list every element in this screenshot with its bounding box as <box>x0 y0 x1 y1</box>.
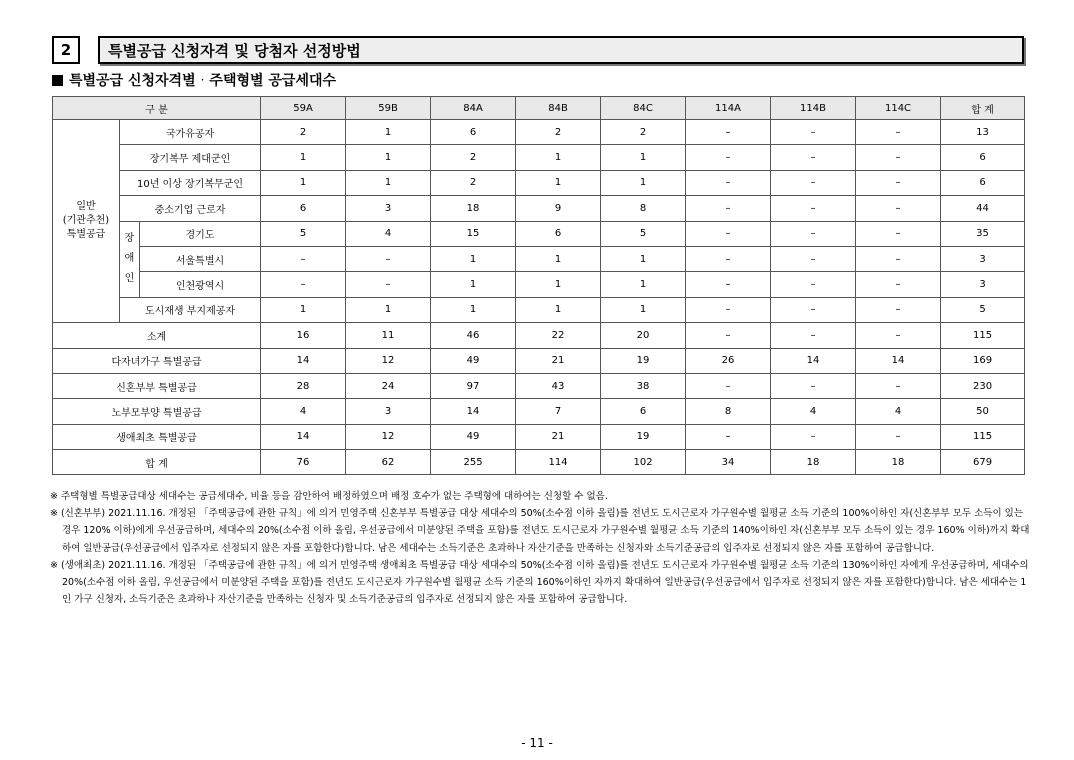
cell-value: 2 <box>601 120 686 145</box>
cell-value: – <box>686 373 771 398</box>
cell-total: 44 <box>941 196 1025 221</box>
cell-total: 230 <box>941 373 1025 398</box>
cell-value: – <box>856 221 941 246</box>
general-label-line: (기관추천) <box>62 215 110 227</box>
cell-value: – <box>856 373 941 398</box>
cell-value: 7 <box>516 399 601 424</box>
cell-value: 62 <box>346 450 431 475</box>
cell-value: 1 <box>261 170 346 195</box>
row-label: 장기복무 제대군인 <box>120 145 261 170</box>
cell-value: 3 <box>346 399 431 424</box>
cell-total: 3 <box>941 272 1025 297</box>
cell-value: – <box>686 120 771 145</box>
cell-value: 49 <box>431 424 516 449</box>
table-row <box>53 272 1025 297</box>
cell-value: 1 <box>431 246 516 271</box>
header-category: 구 분 <box>53 97 261 120</box>
table-header-row <box>53 97 1025 120</box>
cell-value: 28 <box>261 373 346 398</box>
cell-value: 1 <box>431 272 516 297</box>
row-label: 신혼부부 특별공급 <box>53 373 261 398</box>
cell-value: – <box>686 272 771 297</box>
cell-value: – <box>346 272 431 297</box>
cell-value: 6 <box>516 221 601 246</box>
cell-value: – <box>771 424 856 449</box>
header-type: 84A <box>431 97 516 120</box>
cell-value: – <box>856 246 941 271</box>
cell-total: 50 <box>941 399 1025 424</box>
cell-value: – <box>771 170 856 195</box>
cell-value: 18 <box>856 450 941 475</box>
row-label: 도시재생 부지제공자 <box>120 297 261 322</box>
cell-value: 1 <box>601 170 686 195</box>
cell-value: – <box>856 272 941 297</box>
cell-value: – <box>771 272 856 297</box>
row-label: 10년 이상 장기복무군인 <box>120 170 261 195</box>
cell-value: 19 <box>601 348 686 373</box>
row-label: 소계 <box>53 323 261 348</box>
subtitle-separator: · <box>200 73 205 87</box>
general-label-line: 일반 <box>76 201 96 213</box>
table-row <box>53 323 1025 348</box>
notes-section <box>50 488 1030 608</box>
cell-value: – <box>856 170 941 195</box>
cell-value: 5 <box>601 221 686 246</box>
cell-total: 5 <box>941 297 1025 322</box>
header-type: 84C <box>601 97 686 120</box>
cell-value: 76 <box>261 450 346 475</box>
cell-value: – <box>261 246 346 271</box>
cell-value: 46 <box>431 323 516 348</box>
cell-value: 6 <box>431 120 516 145</box>
row-label: 경기도 <box>140 221 261 246</box>
cell-value: 97 <box>431 373 516 398</box>
cell-value: 9 <box>516 196 601 221</box>
row-label: 중소기업 근로자 <box>120 196 261 221</box>
cell-value: 4 <box>856 399 941 424</box>
cell-value: – <box>856 424 941 449</box>
cell-value: – <box>771 323 856 348</box>
cell-value: 1 <box>601 145 686 170</box>
cell-value: 1 <box>516 246 601 271</box>
cell-value: 1 <box>431 297 516 322</box>
cell-value: 14 <box>261 424 346 449</box>
cell-value: 4 <box>346 221 431 246</box>
table-subtitle <box>52 70 336 90</box>
cell-total: 6 <box>941 170 1025 195</box>
cell-value: 38 <box>601 373 686 398</box>
cell-value: – <box>856 120 941 145</box>
row-label: 서울특별시 <box>140 246 261 271</box>
cell-value: – <box>856 323 941 348</box>
note-item: ※ (생애최초) 2021.11.16. 개정된 「주택공급에 관한 규칙」에 의거 민영주택 생애최초 특별공급 대상 세대수의 50%(소수점 이하 올림)를 전년도 도시근로자 가구원수별 월평균 소득 기준의 130%이하인 자에게 우선공급하며, 세대수의 20%(소수점 이하 올림, 우선공급에서 미분양된 주택을 포함)를 전년도 도시근로자 가구원수별 월평균 소득 기준의 160%이하인 자까지 확대하여 일반공급(우선공급에서 입주자로 선정되지 않은 자를 포함한다)합니다. 남은 세대수는 1인 가구 신청자, 소득기준은 초과하나 자산기준을 만족하는 신청자 및 소득기준공급의 입주자로 선정되지 않은 자를 포함하여 공급합니다. <box>50 559 1029 606</box>
disabled-group-label <box>120 221 140 297</box>
cell-value: – <box>771 221 856 246</box>
cell-value: 2 <box>261 120 346 145</box>
cell-value: 1 <box>346 297 431 322</box>
header-type: 84B <box>516 97 601 120</box>
table-row <box>53 348 1025 373</box>
row-label: 노부모부양 특별공급 <box>53 399 261 424</box>
cell-total: 35 <box>941 221 1025 246</box>
note-item: ※ (신혼부부) 2021.11.16. 개정된 「주택공급에 관한 규칙」에 의거 민영주택 신혼부부 특별공급 대상 세대수의 50%(소수점 이하 올림)를 전년도 도시근로자 가구원수별 월평균 소득 기준의 100%이하인 자(신혼부부 모두 소득이 있는 경우 120% 이하)에게 우선공급하며, 세대수의 20%(소수점 이하 올림, 우선공급에서 미분양된 주택을 포함)를 전년도 도시근로자 가구원수별 월평균 소득 기준의 140%이하인 자(신혼부부 모두 소득이 있는 경우 160% 이하)까지 확대하여 일반공급(우선공급에서 입주자로 선정되지 않은 자를 포함한다)합니다. 남은 세대수는 소득기준은 초과하나 자산기준을 만족하는 신청자와 소득기준공급의 입주자로 선정되지 않은 자를 포함하여 공급합니다. <box>50 508 1030 554</box>
cell-value: 1 <box>346 120 431 145</box>
cell-value: – <box>686 297 771 322</box>
disabled-label-char: 장 <box>124 233 135 245</box>
cell-value: 1 <box>261 297 346 322</box>
section-number: 2 <box>52 36 80 64</box>
cell-value: 18 <box>771 450 856 475</box>
cell-value: 1 <box>601 246 686 271</box>
cell-value: – <box>686 170 771 195</box>
cell-value: 5 <box>261 221 346 246</box>
cell-value: 2 <box>431 145 516 170</box>
row-label: 국가유공자 <box>120 120 261 145</box>
cell-total: 115 <box>941 323 1025 348</box>
cell-value: 8 <box>601 196 686 221</box>
cell-total: 3 <box>941 246 1025 271</box>
cell-value: 16 <box>261 323 346 348</box>
table-row <box>53 145 1025 170</box>
cell-value: 22 <box>516 323 601 348</box>
cell-value: – <box>856 297 941 322</box>
cell-value: 12 <box>346 348 431 373</box>
cell-value: – <box>771 373 856 398</box>
cell-total: 6 <box>941 145 1025 170</box>
table-row <box>53 424 1025 449</box>
cell-value: 1 <box>516 145 601 170</box>
cell-value: 1 <box>346 170 431 195</box>
cell-value: 4 <box>261 399 346 424</box>
subtitle-part1: 특별공급 신청자격별 <box>69 73 196 89</box>
cell-value: 1 <box>516 170 601 195</box>
cell-value: 18 <box>431 196 516 221</box>
row-label: 생애최초 특별공급 <box>53 424 261 449</box>
row-label: 다자녀가구 특별공급 <box>53 348 261 373</box>
cell-value: – <box>261 272 346 297</box>
cell-value: – <box>686 323 771 348</box>
cell-total: 169 <box>941 348 1025 373</box>
row-label: 인천광역시 <box>140 272 261 297</box>
cell-value: 49 <box>431 348 516 373</box>
header-type: 59B <box>346 97 431 120</box>
cell-value: 2 <box>431 170 516 195</box>
table-row <box>53 170 1025 195</box>
cell-value: 255 <box>431 450 516 475</box>
square-bullet-icon <box>52 75 63 86</box>
general-label-line: 특별공급 <box>66 229 106 241</box>
cell-value: – <box>771 145 856 170</box>
cell-value: 1 <box>516 272 601 297</box>
cell-value: – <box>346 246 431 271</box>
table-row <box>53 221 1025 246</box>
section-title: 특별공급 신청자격 및 당첨자 선정방법 <box>98 36 1024 64</box>
cell-value: 34 <box>686 450 771 475</box>
cell-value: 20 <box>601 323 686 348</box>
table-row <box>53 399 1025 424</box>
cell-value: 2 <box>516 120 601 145</box>
cell-value: – <box>771 246 856 271</box>
cell-value: 8 <box>686 399 771 424</box>
cell-value: – <box>856 196 941 221</box>
table-row <box>53 246 1025 271</box>
cell-value: 114 <box>516 450 601 475</box>
cell-value: 1 <box>346 145 431 170</box>
cell-value: – <box>686 221 771 246</box>
cell-value: 12 <box>346 424 431 449</box>
table-row <box>53 196 1025 221</box>
cell-value: 1 <box>261 145 346 170</box>
cell-value: 6 <box>261 196 346 221</box>
header-total: 합 계 <box>941 97 1025 120</box>
disabled-label-char: 애 <box>124 253 135 265</box>
cell-value: 43 <box>516 373 601 398</box>
supply-table <box>52 96 1025 475</box>
table-row <box>53 297 1025 322</box>
table-row <box>53 373 1025 398</box>
subtitle-part2: 주택형별 공급세대수 <box>209 73 337 89</box>
cell-value: 15 <box>431 221 516 246</box>
cell-value: 21 <box>516 424 601 449</box>
header-type: 59A <box>261 97 346 120</box>
cell-value: 1 <box>516 297 601 322</box>
header-type: 114C <box>856 97 941 120</box>
cell-value: 6 <box>601 399 686 424</box>
cell-value: 1 <box>601 297 686 322</box>
general-group-label <box>53 120 120 323</box>
cell-value: 14 <box>431 399 516 424</box>
cell-value: 14 <box>261 348 346 373</box>
table-row <box>53 450 1025 475</box>
cell-value: 11 <box>346 323 431 348</box>
cell-value: – <box>771 297 856 322</box>
cell-value: 14 <box>856 348 941 373</box>
header-type: 114A <box>686 97 771 120</box>
cell-value: – <box>686 145 771 170</box>
disabled-label-char: 인 <box>124 273 135 285</box>
row-label: 합 계 <box>53 450 261 475</box>
page-number: - 11 - <box>521 736 553 750</box>
cell-value: – <box>771 120 856 145</box>
cell-value: 4 <box>771 399 856 424</box>
cell-value: – <box>771 196 856 221</box>
cell-value: – <box>856 145 941 170</box>
cell-total: 115 <box>941 424 1025 449</box>
cell-value: 1 <box>601 272 686 297</box>
cell-value: 26 <box>686 348 771 373</box>
cell-value: 19 <box>601 424 686 449</box>
cell-value: – <box>686 246 771 271</box>
cell-value: – <box>686 196 771 221</box>
cell-value: – <box>686 424 771 449</box>
note-item: ※ 주택형별 특별공급대상 세대수는 공급세대수, 비율 등을 감안하여 배정하였으며 배정 호수가 없는 주택형에 대하여는 신청할 수 없음. <box>50 491 608 502</box>
cell-value: 24 <box>346 373 431 398</box>
header-type: 114B <box>771 97 856 120</box>
table-row <box>53 120 1025 145</box>
cell-value: 21 <box>516 348 601 373</box>
cell-value: 14 <box>771 348 856 373</box>
cell-value: 3 <box>346 196 431 221</box>
cell-total: 679 <box>941 450 1025 475</box>
cell-value: 102 <box>601 450 686 475</box>
cell-total: 13 <box>941 120 1025 145</box>
